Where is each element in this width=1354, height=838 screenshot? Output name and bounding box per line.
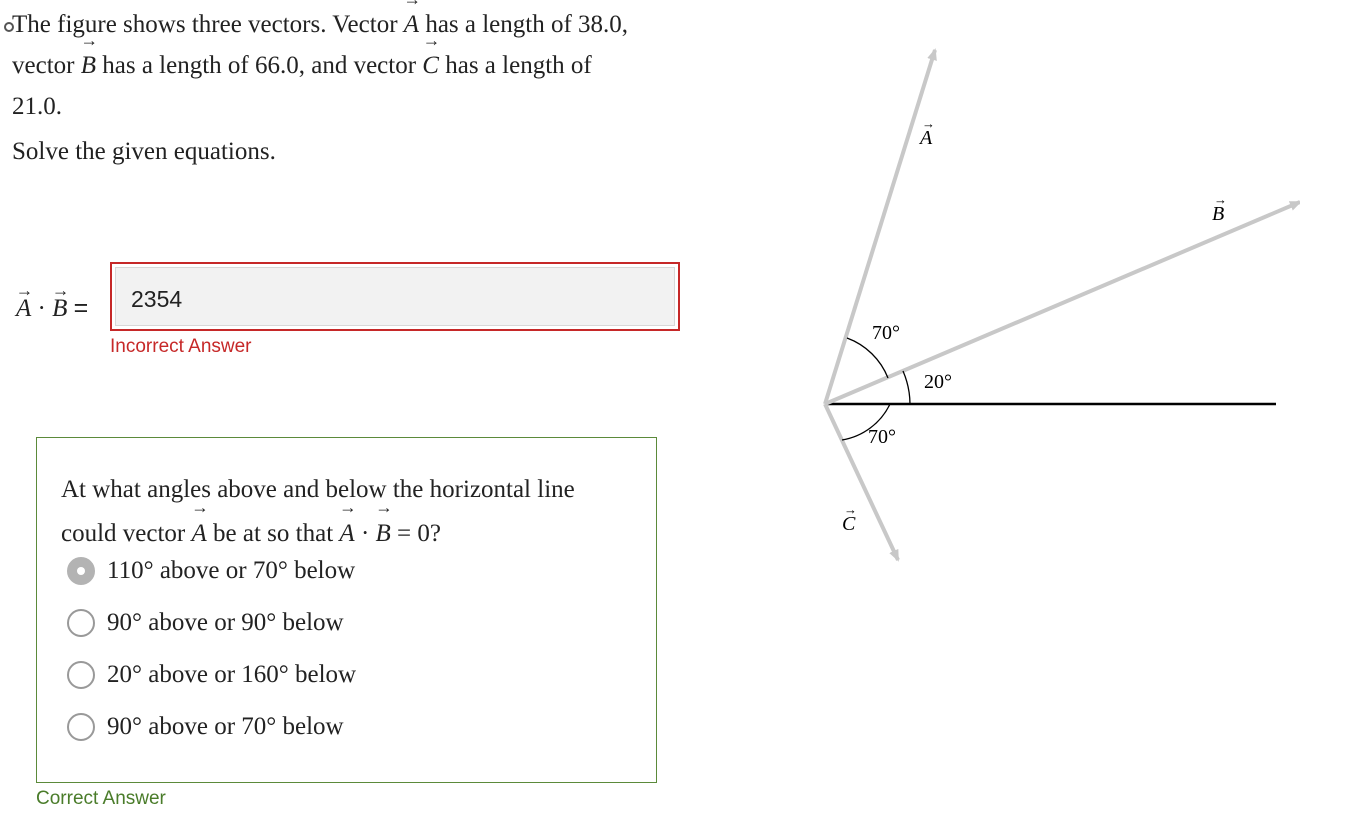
question-text-segment: could vector <box>61 520 192 547</box>
vector-b-symbol: B → <box>52 295 67 323</box>
vector-b-arrow <box>825 202 1300 404</box>
vector-a-symbol: A → <box>404 4 419 45</box>
radio-icon[interactable] <box>67 713 95 741</box>
option-3[interactable] <box>67 660 356 690</box>
bullet-icon <box>4 22 14 32</box>
option-4[interactable] <box>67 712 344 742</box>
dot-product-label <box>16 294 88 323</box>
radio-icon[interactable] <box>67 661 95 689</box>
mc-question-text <box>61 468 641 556</box>
multiple-choice-panel <box>36 437 657 783</box>
radio-selected-icon[interactable] <box>67 557 95 585</box>
vector-a-symbol: A → <box>16 295 31 323</box>
dot-operator: · <box>37 295 46 322</box>
vector-c-label-arrow: → <box>844 502 857 517</box>
question-line-1: At what angles above and below the horizontal line <box>61 476 575 503</box>
vector-a-arrow <box>825 50 935 404</box>
instruction-text: Solve the given equations. <box>12 138 276 165</box>
answer-field-wrapper <box>110 262 680 331</box>
vector-b-label: B <box>1212 203 1225 225</box>
angle-label-bottom: 70° <box>868 426 896 448</box>
option-label: 110° above or 70° below <box>107 557 356 584</box>
angle-arc-b-axis <box>903 371 910 404</box>
vector-a-label: A <box>920 127 933 149</box>
problem-line-2 <box>12 45 712 86</box>
problem-text-segment: has a length of 66.0, and vector <box>96 52 423 79</box>
problem-statement <box>12 4 712 127</box>
angle-label-mid: 20° <box>924 371 952 393</box>
vector-a-label-arrow: → <box>922 116 935 131</box>
equals-sign: = <box>73 294 89 322</box>
problem-text-segment: The figure shows three vectors. Vector <box>12 11 404 38</box>
vector-b-label-arrow: → <box>1214 192 1227 207</box>
incorrect-feedback: Incorrect Answer <box>110 336 252 357</box>
problem-text-segment: has a length of <box>438 52 592 79</box>
dot-operator: · <box>360 520 370 547</box>
question-text-segment: = 0? <box>390 520 441 547</box>
option-label: 90° above or 70° below <box>107 713 344 740</box>
vector-c-label: C <box>842 513 856 535</box>
option-label: 20° above or 160° below <box>107 661 357 688</box>
vector-diagram <box>780 30 1300 590</box>
option-2[interactable] <box>67 608 344 638</box>
problem-line-3: 21.0. <box>12 93 62 120</box>
correct-feedback: Correct Answer <box>36 788 166 809</box>
vector-a-symbol: A → <box>339 512 354 556</box>
vector-a-symbol: A → <box>192 512 207 556</box>
vector-c-symbol: C → <box>422 45 439 86</box>
vector-b-symbol: B → <box>376 512 391 556</box>
problem-line-1 <box>12 4 712 45</box>
option-label: 90° above or 90° below <box>107 609 344 636</box>
angle-label-top: 70° <box>872 322 900 344</box>
option-1[interactable] <box>67 556 355 586</box>
radio-icon[interactable] <box>67 609 95 637</box>
vector-b-symbol: B → <box>81 45 96 86</box>
angle-arc-a-b <box>847 338 888 378</box>
question-line-2 <box>61 512 641 556</box>
problem-text-segment: has a length of 38.0, <box>419 11 629 38</box>
problem-text-segment: vector <box>12 52 81 79</box>
answer-input[interactable]: 2354 <box>115 267 675 326</box>
question-text-segment: be at so that <box>206 520 340 547</box>
